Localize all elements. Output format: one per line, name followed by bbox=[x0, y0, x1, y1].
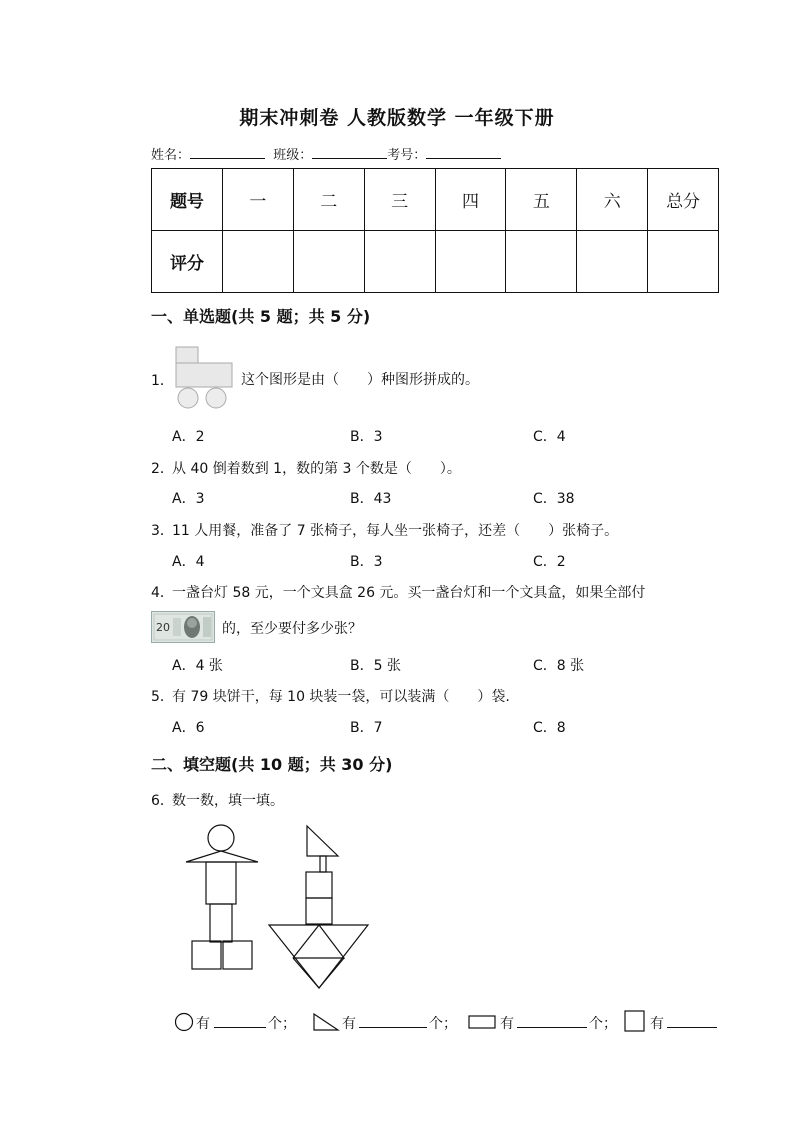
score-cell[interactable] bbox=[506, 231, 577, 293]
fill-label: 有 bbox=[196, 1016, 210, 1032]
option-b[interactable]: B．3 bbox=[350, 554, 383, 570]
question-text: 11 人用餐，准备了 7 张椅子，每人坐一张椅子，还差（ ）张椅子。 bbox=[172, 523, 619, 539]
fill-label: 有 bbox=[342, 1016, 356, 1032]
table-header-cell: 二 bbox=[293, 169, 364, 231]
question-number: 5． bbox=[151, 689, 174, 705]
option-a[interactable]: A．6 bbox=[172, 720, 205, 736]
question-text: 从 40 倒着数到 1，数的第 3 个数是（ ）。 bbox=[172, 461, 461, 477]
page-title: 期末冲刺卷 人教版数学 一年级下册 bbox=[239, 107, 555, 129]
class-field[interactable] bbox=[312, 145, 387, 159]
circle-count-field[interactable] bbox=[214, 1013, 266, 1028]
fill-unit: 个； bbox=[268, 1016, 296, 1032]
class-label: 班级： bbox=[273, 148, 313, 163]
table-header-cell: 总分 bbox=[648, 169, 719, 231]
score-cell[interactable] bbox=[648, 231, 719, 293]
exam-no-field[interactable] bbox=[426, 145, 501, 159]
table-header-cell: 题号 bbox=[152, 169, 223, 231]
option-a[interactable]: A．3 bbox=[172, 491, 205, 507]
option-b[interactable]: B．43 bbox=[350, 491, 392, 507]
option-c[interactable]: C．2 bbox=[533, 554, 566, 570]
section-title: 二、填空题(共 10 题；共 30 分) bbox=[151, 755, 393, 774]
fill-label: 有 bbox=[500, 1016, 514, 1032]
banknote-icon bbox=[151, 611, 215, 643]
table-header-cell: 四 bbox=[435, 169, 506, 231]
table-row bbox=[152, 169, 719, 231]
triangle-shape bbox=[269, 925, 368, 988]
name-label: 姓名： bbox=[151, 148, 191, 163]
table-header-cell: 三 bbox=[364, 169, 435, 231]
fill-label: 有 bbox=[650, 1016, 664, 1032]
option-b[interactable]: B．5 张 bbox=[350, 658, 401, 674]
shapes-figure bbox=[180, 822, 380, 994]
question-number: 2． bbox=[151, 461, 174, 477]
square-shape bbox=[306, 898, 332, 924]
question-text: 这个图形是由（ ）种图形拼成的。 bbox=[241, 372, 479, 388]
rectangle-count-field[interactable] bbox=[517, 1013, 587, 1028]
option-c[interactable]: C．38 bbox=[533, 491, 575, 507]
table-header-cell: 五 bbox=[506, 169, 577, 231]
student-info-line bbox=[151, 144, 501, 163]
question-text: 有 79 块饼干，每 10 块装一袋，可以装满（ ）袋. bbox=[172, 689, 510, 705]
score-table bbox=[151, 168, 719, 293]
section-title: 一、单选题(共 5 题；共 5 分) bbox=[151, 307, 371, 326]
name-field[interactable] bbox=[190, 145, 265, 159]
table-header-cell: 六 bbox=[577, 169, 648, 231]
question-text-continued: 的，至少要付多少张？ bbox=[222, 621, 362, 637]
square-shape bbox=[223, 941, 252, 969]
square-shape bbox=[306, 872, 332, 898]
question-text: 数一数，填一填。 bbox=[172, 793, 284, 809]
score-cell[interactable] bbox=[222, 231, 293, 293]
fill-unit: 个； bbox=[429, 1016, 457, 1032]
square-icon bbox=[624, 1009, 646, 1033]
score-cell[interactable] bbox=[435, 231, 506, 293]
option-c[interactable]: C．4 bbox=[533, 429, 566, 445]
option-a[interactable]: A．4 bbox=[172, 554, 205, 570]
question-number: 4． bbox=[151, 585, 174, 601]
right-triangle-icon bbox=[312, 1012, 340, 1032]
option-a[interactable]: A．4 张 bbox=[172, 658, 223, 674]
score-cell[interactable] bbox=[364, 231, 435, 293]
exam-no-label: 考号： bbox=[387, 148, 427, 163]
banknote-value: 20 bbox=[156, 621, 170, 634]
option-b[interactable]: B．7 bbox=[350, 720, 383, 736]
triangle-shape bbox=[186, 851, 258, 862]
square-count-field[interactable] bbox=[667, 1013, 717, 1028]
circle-icon bbox=[174, 1012, 194, 1032]
option-b[interactable]: B．3 bbox=[350, 429, 383, 445]
triangle-count-field[interactable] bbox=[359, 1013, 427, 1028]
fill-unit: 个； bbox=[589, 1016, 617, 1032]
rectangle-shape bbox=[210, 904, 232, 942]
option-c[interactable]: C．8 张 bbox=[533, 658, 585, 674]
question-text: 一盏台灯 58 元，一个文具盒 26 元。买一盏台灯和一个文具盒，如果全部付 bbox=[172, 585, 646, 601]
circle-shape bbox=[208, 825, 234, 851]
table-header-cell: 一 bbox=[222, 169, 293, 231]
fill-in-line bbox=[172, 1008, 732, 1036]
score-cell[interactable] bbox=[577, 231, 648, 293]
question-number: 6． bbox=[151, 793, 174, 809]
option-a[interactable]: A．2 bbox=[172, 429, 205, 445]
rectangle-shape bbox=[206, 862, 236, 904]
question-number: 1． bbox=[151, 373, 174, 389]
cart-figure-icon bbox=[172, 343, 236, 411]
table-row bbox=[152, 231, 719, 293]
option-c[interactable]: C．8 bbox=[533, 720, 566, 736]
triangle-shape bbox=[307, 826, 338, 856]
rectangle-icon bbox=[468, 1015, 496, 1029]
question-number: 3． bbox=[151, 523, 174, 539]
square-shape bbox=[192, 941, 221, 969]
score-cell[interactable] bbox=[293, 231, 364, 293]
table-header-cell: 评分 bbox=[152, 231, 223, 293]
